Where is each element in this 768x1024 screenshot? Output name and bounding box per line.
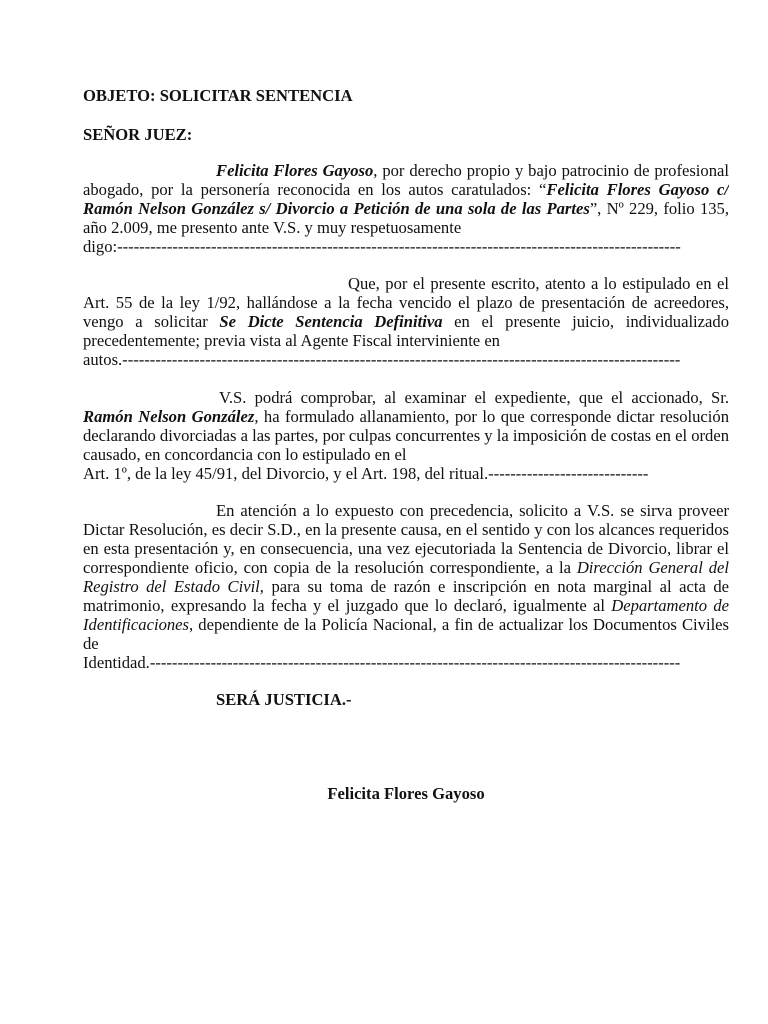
paragraph-4 bbox=[83, 501, 729, 672]
paragraph-2-final-line: autos.----------------------------------------------------------------------------------------------------- bbox=[83, 350, 681, 369]
paragraph-3-text-a: V.S. podrá comprobar, al examinar el expediente, que el accionado, Sr. bbox=[219, 388, 729, 407]
closing-formula: SERÁ JUSTICIA.- bbox=[216, 690, 352, 709]
paragraph-4-text-a: En atención a lo expuesto con precedencia, solicito a V.S. se sirva proveer Dictar Resolución, es decir S.D., en la presente causa, en el sentido y con los alcances requeridos en esta presentación y, en consecuencia, una vez ejecutoriada la Sentencia de Divorcio, librar el correspondiente oficio, con copia de la resolución correspondiente, a la bbox=[83, 501, 729, 577]
respondent-name: Ramón Nelson González bbox=[83, 407, 255, 426]
paragraph-2 bbox=[83, 274, 729, 369]
petitioner-name: Felicita Flores Gayoso bbox=[216, 161, 374, 180]
paragraph-3-final-line: Art. 1º, de la ley 45/91, del Divorcio, y el Art. 198, del ritual.----------------------------- bbox=[83, 464, 649, 483]
paragraph-1-body bbox=[83, 161, 729, 237]
paragraph-4-final-line: Identidad.------------------------------------------------------------------------------------------------ bbox=[83, 653, 681, 672]
request-emphasis: Se Dicte Sentencia Definitiva bbox=[219, 312, 443, 331]
paragraph-4-text-b: , para su toma de razón e inscripción en nota marginal al acta de matrimonio, expresando la fecha y el juzgado que lo declaró, igualmente al bbox=[83, 577, 729, 615]
case-title: Felicita Flores Gayoso c/ Ramón Nelson González s/ Divorcio a Petición de una sola de las Partes bbox=[83, 180, 729, 218]
paragraph-1-final-line: digo:------------------------------------------------------------------------------------------------------ bbox=[83, 237, 681, 256]
paragraph-1-text-b: ”, Nº 229, folio 135, año 2.009, me presento ante V.S. y muy respetuosamente bbox=[83, 199, 729, 237]
paragraph-3 bbox=[83, 388, 729, 483]
paragraph-1 bbox=[83, 161, 729, 256]
paragraph-4-body bbox=[83, 501, 729, 653]
paragraph-3-text-b: , ha formulado allanamiento, por lo que corresponde dictar resolución declarando divorciadas a las partes, por culpas concurrentes y la imposición de costas en el orden causado, en concordancia con lo estipulado en el bbox=[83, 407, 729, 464]
object-line: OBJETO: SOLICITAR SENTENCIA bbox=[83, 86, 353, 105]
department-name: Departamento de Identificaciones bbox=[83, 596, 729, 634]
paragraph-4-text-c: , dependiente de la Policía Nacional, a fin de actualizar los Documentos Civiles de bbox=[83, 615, 729, 653]
paragraph-3-body bbox=[83, 388, 729, 464]
signature-name: Felicita Flores Gayoso bbox=[327, 784, 485, 803]
paragraph-2-body bbox=[83, 274, 729, 350]
paragraph-2-text-a: Que, por el presente escrito, atento a lo estipulado en el Art. 55 de la ley 1/92, hallándose a la fecha vencido el plazo de presentación de acreedores, vengo a solicitar bbox=[83, 274, 729, 331]
paragraph-1-text-a: , por derecho propio y bajo patrocinio de profesional abogado, por la personería reconocida en los autos caratulados: “ bbox=[83, 161, 729, 199]
paragraph-2-text-b: en el presente juicio, individualizado precedentemente; previa vista al Agente Fiscal interviniente en bbox=[83, 312, 729, 350]
addressee-line: SEÑOR JUEZ: bbox=[83, 125, 193, 144]
registry-name: Dirección General del Registro del Estado Civil bbox=[83, 558, 729, 596]
